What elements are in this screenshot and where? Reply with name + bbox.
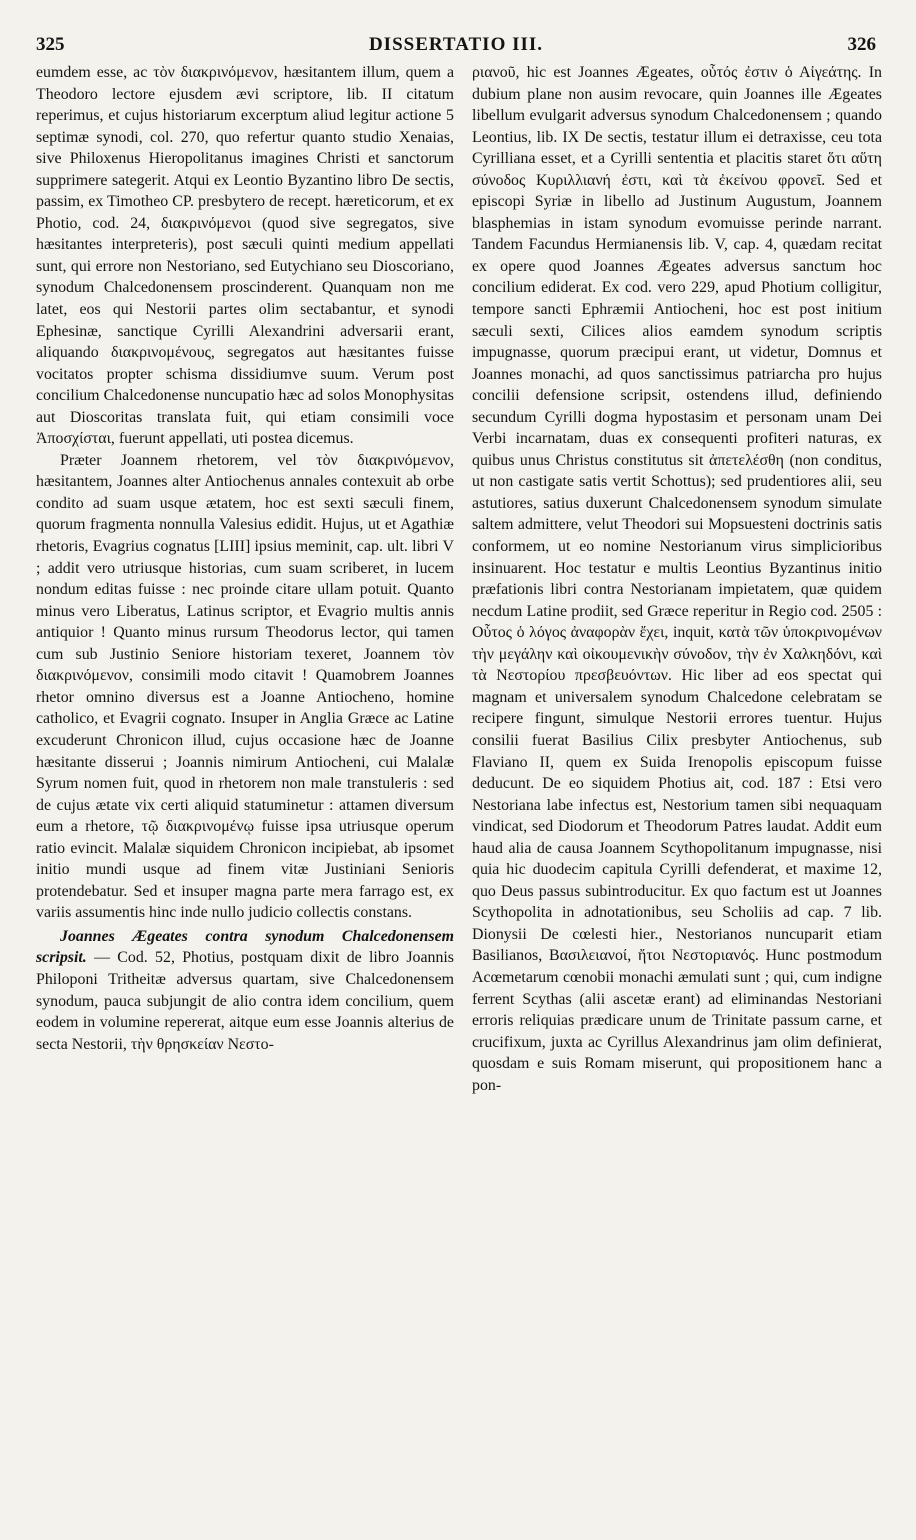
section-paragraph	[36, 926, 454, 1055]
page-number-right: 326	[847, 34, 876, 55]
paragraph: eumdem esse, ac τὸν διακρινόμενον, hæsitantem illum, quem a Theodoro lectore ejusdem ævi scriptore, lib. II citatum reperimus, et cujus historiarum excerptum aliud legitur actione 5 septimæ synodi, col. 270, quo refertur quanto studio Xenaias, sive Philoxenus Hieropolitanus imagines Christi et sanctorum supprimere sategerit. Atqui ex Leontio Byzantino libro De sectis, passim, ex Timotheo CP. presbytero de recept. hæreticorum, et ex Photio, cod. 24, διακρινόμενοι (quod sive segregatos, sive hæsitantes interpreteris), post sæculi quinti medium appellati sunt, qui errore non Nestoriano, sed Eutychiano seu Dioscoriano, synodum Chalcedonensem proscinderent. Quanquam non me latet, eos qui Nestorii partes olim sectabantur, et synodi Ephesinæ, sanctique Cyrilli Alexandrini adversarii erant, aliquando διακρινομένους, segregatos aut hæsitantes fuisse vocitatos propter schisma dissidiumve suum. Verum post concilium Chalcedonense nuncupatio hæc ad solos Monophysitas aut Dioscoritas translata fuit, qui etiam consimili voce Ἀποσχίσται, fuerunt appellati, uti postea dicemus.	[36, 64, 454, 448]
right-column	[472, 62, 882, 1096]
running-title: DISSERTATIO III.	[368, 34, 544, 55]
paragraph: Præter Joannem rhetorem, vel τὸν διακρινόμενον, hæsitantem, Joannes alter Antiochenus annales contexuit ab orbe condito ad suam usque ætatem, hoc est sexti sæculi finem, quorum fragmenta nonnulla Valesius edidit. Hujus, ut et Agathiæ rhetoris, Evagrius cognatus [LIII] ipsius meminit, cap. ult. libri V ; addit vero utriusque historias, cum suam scriberet, in lucem nondum editas fuisse : nec proinde citare ullam potuit. Quanto minus vero Liberatus, Latinus scriptor, et Evagrio multis annis antiquior ! Quanto minus rursum Theodorus lector, qui tamen cum sub Justinio Seniore historiam texeret, Joannem τὸν διακρινόμενον, consimili modo citavit ! Quamobrem Joannes rhetor omnino diversus est a Joanne Antiocheno, homine catholico, et Evagrii cognato. Insuper in Anglia Græce ac Latine excuderunt Chronicon illud, cujus occasione hæc de Joanne hæsitante disserui ; Joannis nimirum Antiocheni, cui Malalæ Syrum nomen fuit, quod in rhetorem non male transtuleris : sed de cujus ætate vix certi aliquid statuminetur : attamen diversum eum a rhetore, τῷ διακρινομένῳ fuisse ipsa utriusque operum ratio evincit. Malalæ siquidem Chronicon incipiebat, ab ipsomet initio mundi usque ad finem vitæ Justiniani Senioris protendebatur. Sed et insuper magna parte mera farrago est, ex variis assumentis hinc inde nullo judicio collectis constans.	[36, 451, 454, 922]
section-heading: Joannes Ægeates contra synodum Chalcedonensem scripsit.	[36, 927, 454, 967]
running-header	[36, 30, 876, 60]
page-number-left: 325	[36, 34, 65, 55]
section-text: — Cod. 52, Photius, postquam dixit de libro Joannis Philoponi Tritheitæ adversus quartam, sive Chalcedonensem synodum, pauca subjungit de alio contra idem concilium, quem eodem in volumine repererat, aitque eum esse Joannis alterius de secta Nestorii, τὴν θρησκείαν Νεστο-	[36, 949, 454, 1053]
paragraph: ριανοῦ, hic est Joannes Ægeates, οὗτός ἐστιν ὁ Αἰγεάτης. In dubium plane non ausim revocare, quin Joannes ille Ægeates libellum evulgarit adversus synodum Chalcedonensem ; quando Leontius, lib. IX De sectis, testatur illum ei detraxisse, ceu tota Cyrilliana esset, et a Cyrilli sententia et placitis staret ὅτι αὕτη σύνοδος Κυριλλιανή ἐστι, καὶ τὰ ἐκείνου φρονεῖ. Sed et episcopi Syriæ in libello ad Justinum Augustum, Joannem blasphemias in istam synodum evomuisse perinde narrant. Tandem Facundus Hermianensis lib. V, cap. 4, quædam recitat ex opere quod Joannes Ægeates adversus sanctum hoc concilium ediderat. Ex cod. vero 229, apud Photium colligitur, tempore sancti Ephræmii Antiocheni, hoc est post initium sæculi sexti, Cilices alios eamdem synodum scriptis impugnasse, quorum præcipui erant, ut videtur, Domnus et Joannes monachi, ad quos sanctissimus patriarcha pro hujus concilii defensione scripsit, ostendens illud, definiendo secundum Cyrilli dogma hypostasim et personam unam Dei Verbi incarnatam, duas ex consequenti profiteri naturas, ex quibus unus Christus constitutus sit ἀπετελέσθη (non conditus, ut non castigate satis vertit Schottus); sed prudentiores alii, seu astutiores, satius duxerunt Chalcedonensem synodum simulate saltem admittere, velut Theodori sui Mopsuesteni doctrinis satis conformem, ut eo nomine Nestorianum virus simplicioribus insinuarent. Hoc testatur e multis Leontius Byzantinus initio præfationis libri contra Nestorianam impietatem, quæ quidem necdum Latine prodiit, sed Græce reperitur in Regio cod. 2505 : Οὗτος ὁ λόγος ἀναφορὰν ἔχει, inquit, κατὰ τῶν ὑποκρινομένων τὴν μεγάλην καὶ οἰκουμενικὴν σύνοδον, τὴν ἐν Χαλκηδόνι, καὶ τὰ Νεστορίου πρεσβευόντων. Hic liber ad eos spectat qui magnam et universalem synodum Chalcedone celebratam se recipere fingunt, simulque Nestorii errores tuentur. Hujus consilii fuerat Basilius Cilix presbyter Antiochenus, sub Flaviano II, quem ex Suida Irenopolis episcopum fuisse deducunt. De eo siquidem Photius ait, cod. 187 : Etsi vero Nestoriana labe infectus est, Nestorium tamen sibi nequaquam vindicat, sed Diodorum et Theodorum Patres laudat. Addit eum haud alia de causa Joannem Scythopolitanum impugnasse, nisi quia hic duodecim capitula Cyrilli defenderat, et maxime 12, quo Deus passus subintroducitur. Ex quo factum est ut Joannes Scythopolita in adnotationibus, seu Scholiis ad cap. 7 lib. Dionysii De cœlesti hier., Nestorianos nuncuparit etiam Basilianos, Βασιλειανοί, ἤτοι Νεστοριανός. Hunc postmodum Acœmetarum cœnobii monachi æmulati sunt ; qui, cum indigne ferrent Scythas (alii ascetæ erant) ad eliminandas Nestoriani erroris reliquias prædicare unum de Trinitate passum carne, et crucifixum, juxta ac Cyrillus Alexandrinus jam olim definierat, quosdam e suis Romam miserunt, qui propositionem hanc a pon-	[472, 64, 882, 1094]
left-column	[36, 62, 454, 1055]
